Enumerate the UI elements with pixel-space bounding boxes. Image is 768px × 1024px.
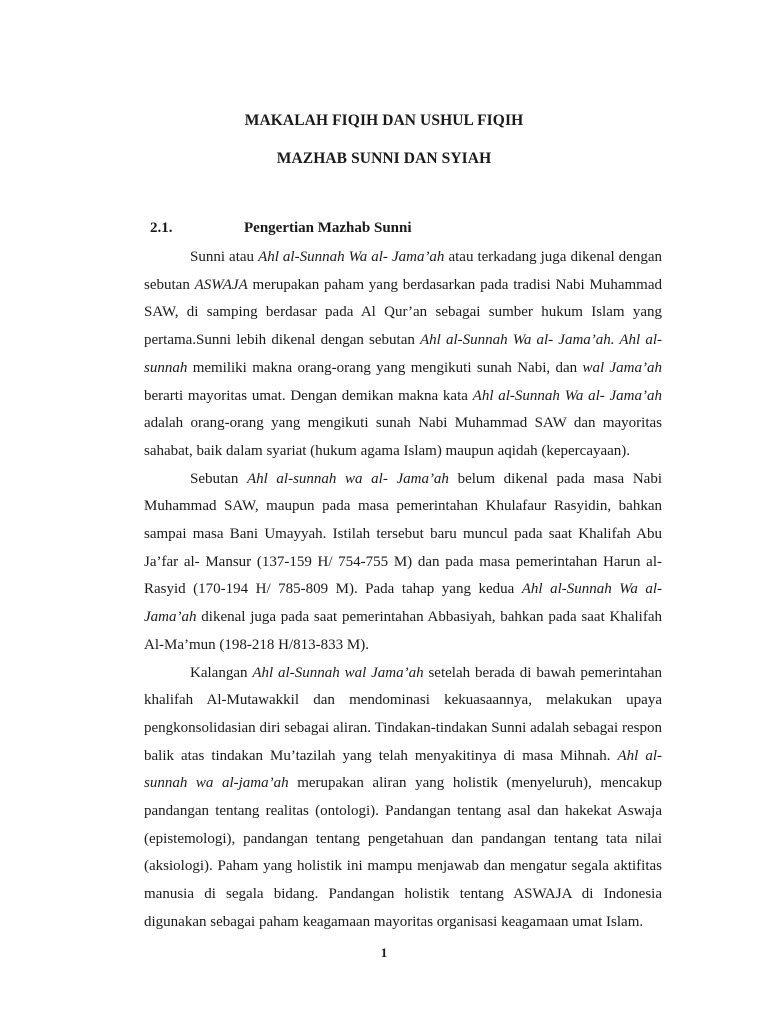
italic-term: Ahl al-sunnah wa al-jama’ah	[144, 747, 662, 792]
document-body	[144, 244, 662, 937]
italic-term: Ahl al-Sunnah Wa al- Jama’ah	[258, 249, 445, 265]
text-run: Kalangan	[190, 664, 253, 681]
section-title: Pengertian Mazhab Sunni	[244, 220, 412, 236]
italic-term: Ahl al-Sunnah wal Jama’ah	[252, 664, 424, 681]
text-run: Sebutan	[190, 470, 247, 487]
document-subtitle: MAZHAB SUNNI DAN SYIAH	[276, 150, 492, 167]
text-run: memiliki makna orang-orang yang mengikuti sunah Nabi, dan	[187, 359, 583, 376]
text-run: atau terkadang juga dikenal dengan sebutan	[144, 249, 662, 293]
document-title: MAKALAH FIQIH DAN USHUL FIQIH	[244, 112, 524, 129]
section-number: 2.1.	[150, 220, 173, 236]
italic-term: ASWAJA	[194, 276, 248, 293]
text-run: belum dikenal pada masa Nabi Muhammad SAW, maupun pada masa pemerintahan Khulafaur Rasyidin, bahkan sampai masa Bani Umayyah. Istilah tersebut baru muncul pada saat Khalifah Abu Ja’far al- Mansur (137-159 H/ 754-755 M) dan pada masa pemerintahan Harun al-Rasyid (170-194 H/ 785-809 M). Pada tahap yang kedua	[144, 470, 662, 598]
paragraph-1	[144, 244, 662, 466]
text-run: berarti mayoritas umat. Dengan demikan makna kata	[144, 387, 473, 404]
italic-term: Ahl al-Sunnah Wa al-Jama’ah	[144, 581, 662, 626]
text-run: setelah berada di bawah pemerintahan khalifah Al-Mutawakkil dan mendominasi kekuasaannya, melakukan upaya pengkonsolidasian diri sebagai aliran. Tindakan-tindakan Sunni adalah sebagai respon balik atas tindakan Mu’tazilah yang telah menyakitinya di masa Mihnah.	[144, 664, 662, 764]
italic-term: Ahl al-sunnah wa al- Jama’ah	[246, 470, 449, 487]
italic-term: wal Jama’ah	[582, 359, 662, 376]
paragraph-3	[144, 660, 662, 937]
paragraph-2	[144, 466, 662, 660]
text-run: merupakan paham yang berdasarkan pada tradisi Nabi Muhammad SAW, di samping berdasar pada Al Qur’an sebagai sumber hukum Islam yang pertama.Sunni lebih dikenal dengan sebutan	[144, 276, 662, 349]
text-run: Sunni atau	[190, 249, 259, 265]
text-run: merupakan aliran yang holistik (menyeluruh), mencakup pandangan tentang realitas (ontologi). Pandangan tentang asal dan hakekat Aswaja (epistemologi), pandangan tentang pengetahuan dan pandangan tentang tata nilai (aksiologi). Paham yang holistik ini mampu menjawab dan mengatur segala aktifitas manusia di segala bidang. Pandangan holistik tentang ASWAJA di Indonesia digunakan sebagai paham keagamaan mayoritas organisasi keagamaan umat Islam.	[144, 775, 662, 930]
text-run: adalah orang-orang yang mengikuti sunah Nabi Muhammad SAW dan mayoritas sahabat, baik dalam syariat (hukum agama Islam) maupun aqidah (kepercayaan).	[144, 415, 662, 459]
text-run: dikenal juga pada saat pemerintahan Abbasiyah, bahkan pada saat Khalifah Al-Ma’mun (198-218 H/813-833 M).	[144, 609, 662, 653]
page-number: 1	[380, 945, 388, 960]
section-heading	[150, 220, 412, 237]
italic-term: Ahl al-Sunnah Wa al- Jama’ah	[472, 387, 662, 404]
italic-term: Ahl al-Sunnah Wa al- Jama’ah. Ahl al-sunnah	[144, 332, 663, 376]
